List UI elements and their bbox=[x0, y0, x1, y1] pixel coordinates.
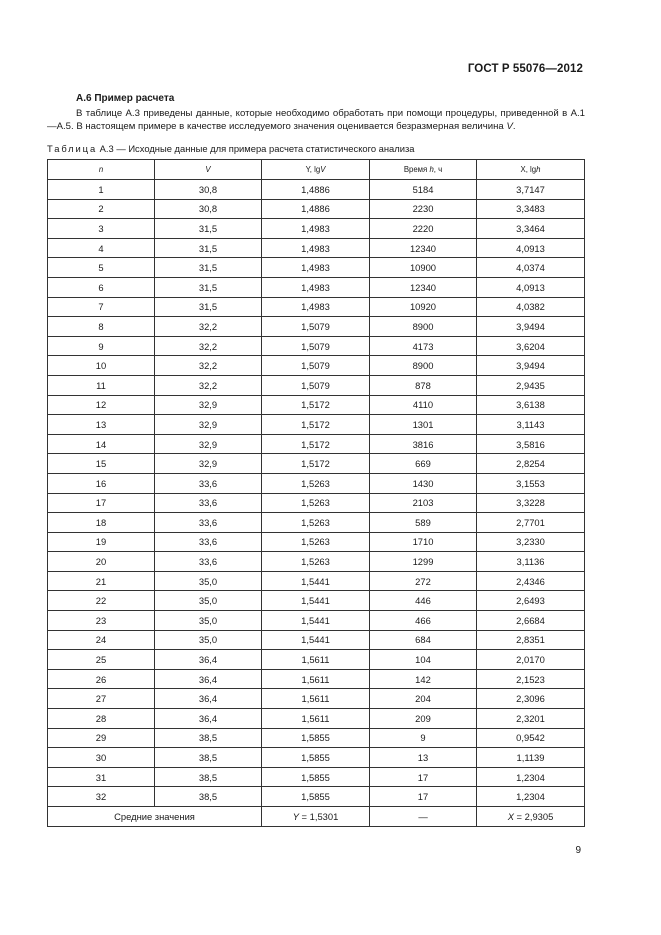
cell-y: 1,5263 bbox=[262, 493, 370, 513]
cell-time: 669 bbox=[370, 454, 477, 474]
cell-time: 5184 bbox=[370, 180, 477, 200]
cell-time: 2220 bbox=[370, 219, 477, 239]
header-time-prefix: Время bbox=[403, 165, 430, 174]
table-row bbox=[48, 356, 585, 376]
table-row bbox=[48, 709, 585, 729]
cell-n: 8 bbox=[48, 317, 155, 337]
cell-time: 466 bbox=[370, 611, 477, 631]
cell-v: 31,5 bbox=[155, 238, 262, 258]
cell-v: 33,6 bbox=[155, 552, 262, 572]
cell-y: 1,5611 bbox=[262, 650, 370, 670]
table-row bbox=[48, 513, 585, 533]
table-row bbox=[48, 238, 585, 258]
table-row bbox=[48, 180, 585, 200]
cell-v: 31,5 bbox=[155, 277, 262, 297]
section-paragraph bbox=[47, 107, 585, 133]
cell-y: 1,5079 bbox=[262, 336, 370, 356]
cell-n: 28 bbox=[48, 709, 155, 729]
page-number: 9 bbox=[575, 845, 581, 856]
cell-n: 13 bbox=[48, 415, 155, 435]
cell-v: 33,6 bbox=[155, 473, 262, 493]
cell-time: 4173 bbox=[370, 336, 477, 356]
cell-v: 36,4 bbox=[155, 650, 262, 670]
cell-y: 1,5855 bbox=[262, 767, 370, 787]
cell-x: 3,1553 bbox=[477, 473, 585, 493]
data-table bbox=[47, 159, 585, 827]
cell-y: 1,5079 bbox=[262, 375, 370, 395]
table-row bbox=[48, 532, 585, 552]
cell-v: 36,4 bbox=[155, 709, 262, 729]
cell-time: 209 bbox=[370, 709, 477, 729]
table-row bbox=[48, 767, 585, 787]
cell-x: 0,9542 bbox=[477, 728, 585, 748]
cell-n: 23 bbox=[48, 611, 155, 631]
cell-v: 38,5 bbox=[155, 748, 262, 768]
header-v-label: V bbox=[205, 165, 211, 174]
cell-y: 1,5172 bbox=[262, 434, 370, 454]
table-row bbox=[48, 552, 585, 572]
cell-time: 9 bbox=[370, 728, 477, 748]
footer-label: Средние значения bbox=[48, 807, 262, 827]
cell-x: 2,8351 bbox=[477, 630, 585, 650]
table-caption-word: Таблица bbox=[47, 143, 98, 154]
cell-n: 15 bbox=[48, 454, 155, 474]
cell-n: 16 bbox=[48, 473, 155, 493]
table-row bbox=[48, 395, 585, 415]
cell-v: 32,2 bbox=[155, 336, 262, 356]
cell-x: 3,6204 bbox=[477, 336, 585, 356]
header-x bbox=[477, 160, 585, 180]
cell-v: 33,6 bbox=[155, 493, 262, 513]
cell-v: 30,8 bbox=[155, 180, 262, 200]
cell-time: 10920 bbox=[370, 297, 477, 317]
table-row bbox=[48, 336, 585, 356]
cell-time: 4110 bbox=[370, 395, 477, 415]
cell-v: 32,9 bbox=[155, 454, 262, 474]
cell-n: 3 bbox=[48, 219, 155, 239]
cell-n: 29 bbox=[48, 728, 155, 748]
cell-n: 24 bbox=[48, 630, 155, 650]
cell-y: 1,5263 bbox=[262, 532, 370, 552]
cell-y: 1,5441 bbox=[262, 630, 370, 650]
cell-v: 33,6 bbox=[155, 532, 262, 552]
cell-x: 2,6684 bbox=[477, 611, 585, 631]
table-row bbox=[48, 689, 585, 709]
cell-x: 3,9494 bbox=[477, 356, 585, 376]
cell-time: 1301 bbox=[370, 415, 477, 435]
table-row bbox=[48, 258, 585, 278]
cell-y: 1,5172 bbox=[262, 395, 370, 415]
table-row bbox=[48, 297, 585, 317]
cell-v: 32,2 bbox=[155, 375, 262, 395]
cell-x: 2,3096 bbox=[477, 689, 585, 709]
paragraph-end: . bbox=[512, 121, 516, 133]
table-row bbox=[48, 650, 585, 670]
cell-n: 2 bbox=[48, 199, 155, 219]
cell-v: 35,0 bbox=[155, 571, 262, 591]
cell-x: 3,6138 bbox=[477, 395, 585, 415]
footer-time: — bbox=[370, 807, 477, 827]
table-row bbox=[48, 434, 585, 454]
cell-y: 1,5855 bbox=[262, 728, 370, 748]
cell-n: 27 bbox=[48, 689, 155, 709]
cell-n: 6 bbox=[48, 277, 155, 297]
cell-x: 3,7147 bbox=[477, 180, 585, 200]
cell-n: 31 bbox=[48, 767, 155, 787]
table-row bbox=[48, 219, 585, 239]
cell-time: 12340 bbox=[370, 238, 477, 258]
cell-time: 446 bbox=[370, 591, 477, 611]
cell-x: 3,3228 bbox=[477, 493, 585, 513]
cell-x: 2,0170 bbox=[477, 650, 585, 670]
cell-time: 1299 bbox=[370, 552, 477, 572]
cell-n: 4 bbox=[48, 238, 155, 258]
footer-y-mean bbox=[262, 807, 370, 827]
table-row bbox=[48, 199, 585, 219]
cell-time: 8900 bbox=[370, 356, 477, 376]
cell-x: 2,8254 bbox=[477, 454, 585, 474]
header-time bbox=[370, 160, 477, 180]
cell-x: 4,0374 bbox=[477, 258, 585, 278]
cell-y: 1,4983 bbox=[262, 277, 370, 297]
cell-n: 25 bbox=[48, 650, 155, 670]
cell-time: 17 bbox=[370, 787, 477, 807]
cell-n: 22 bbox=[48, 591, 155, 611]
cell-n: 14 bbox=[48, 434, 155, 454]
cell-y: 1,5079 bbox=[262, 356, 370, 376]
cell-y: 1,4983 bbox=[262, 219, 370, 239]
cell-x: 3,1143 bbox=[477, 415, 585, 435]
cell-v: 31,5 bbox=[155, 297, 262, 317]
cell-time: 204 bbox=[370, 689, 477, 709]
document-code: ГОСТ Р 55076—2012 bbox=[467, 63, 583, 75]
cell-y: 1,5263 bbox=[262, 552, 370, 572]
cell-x: 2,4346 bbox=[477, 571, 585, 591]
cell-n: 32 bbox=[48, 787, 155, 807]
cell-time: 17 bbox=[370, 767, 477, 787]
footer-y-value: = 1,5301 bbox=[298, 810, 339, 822]
table-row bbox=[48, 375, 585, 395]
cell-v: 35,0 bbox=[155, 591, 262, 611]
cell-y: 1,5611 bbox=[262, 669, 370, 689]
footer-x-mean bbox=[477, 807, 585, 827]
cell-time: 13 bbox=[370, 748, 477, 768]
cell-time: 1710 bbox=[370, 532, 477, 552]
cell-y: 1,4983 bbox=[262, 297, 370, 317]
table-row bbox=[48, 630, 585, 650]
cell-v: 31,5 bbox=[155, 219, 262, 239]
cell-y: 1,5441 bbox=[262, 571, 370, 591]
header-x-variable: h bbox=[536, 165, 541, 174]
table-row bbox=[48, 748, 585, 768]
cell-time: 10900 bbox=[370, 258, 477, 278]
footer-x-variable: X bbox=[507, 810, 514, 822]
cell-x: 3,9494 bbox=[477, 317, 585, 337]
cell-v: 30,8 bbox=[155, 199, 262, 219]
table-row bbox=[48, 591, 585, 611]
cell-n: 19 bbox=[48, 532, 155, 552]
cell-x: 2,1523 bbox=[477, 669, 585, 689]
cell-y: 1,5079 bbox=[262, 317, 370, 337]
cell-n: 17 bbox=[48, 493, 155, 513]
paragraph-variable: V bbox=[506, 121, 513, 133]
cell-y: 1,4983 bbox=[262, 238, 370, 258]
cell-n: 11 bbox=[48, 375, 155, 395]
cell-n: 5 bbox=[48, 258, 155, 278]
table-row bbox=[48, 728, 585, 748]
cell-v: 38,5 bbox=[155, 787, 262, 807]
table-row bbox=[48, 611, 585, 631]
cell-x: 1,2304 bbox=[477, 787, 585, 807]
cell-y: 1,5172 bbox=[262, 415, 370, 435]
header-time-suffix: , ч bbox=[433, 165, 443, 174]
cell-v: 35,0 bbox=[155, 611, 262, 631]
header-n bbox=[48, 160, 155, 180]
cell-x: 4,0382 bbox=[477, 297, 585, 317]
header-n-label: n bbox=[98, 165, 104, 174]
table-header-row bbox=[48, 160, 585, 180]
cell-n: 7 bbox=[48, 297, 155, 317]
cell-v: 38,5 bbox=[155, 728, 262, 748]
section-title: А.6 Пример расчета bbox=[76, 93, 175, 104]
cell-y: 1,5855 bbox=[262, 748, 370, 768]
table-caption bbox=[47, 143, 414, 154]
cell-y: 1,5263 bbox=[262, 473, 370, 493]
cell-y: 1,5611 bbox=[262, 709, 370, 729]
cell-n: 20 bbox=[48, 552, 155, 572]
cell-y: 1,5441 bbox=[262, 591, 370, 611]
table-row bbox=[48, 493, 585, 513]
cell-time: 142 bbox=[370, 669, 477, 689]
table-row bbox=[48, 787, 585, 807]
cell-y: 1,5855 bbox=[262, 787, 370, 807]
cell-time: 1430 bbox=[370, 473, 477, 493]
cell-time: 8900 bbox=[370, 317, 477, 337]
cell-y: 1,5172 bbox=[262, 454, 370, 474]
cell-n: 10 bbox=[48, 356, 155, 376]
table-row bbox=[48, 571, 585, 591]
cell-n: 12 bbox=[48, 395, 155, 415]
cell-x: 3,3483 bbox=[477, 199, 585, 219]
header-y bbox=[262, 160, 370, 180]
cell-v: 32,9 bbox=[155, 415, 262, 435]
cell-v: 32,2 bbox=[155, 317, 262, 337]
cell-n: 9 bbox=[48, 336, 155, 356]
cell-x: 2,3201 bbox=[477, 709, 585, 729]
footer-x-value: = 2,9305 bbox=[513, 810, 554, 822]
footer-y-variable: Y bbox=[292, 810, 299, 822]
cell-x: 2,9435 bbox=[477, 375, 585, 395]
table-body bbox=[48, 180, 585, 807]
cell-n: 26 bbox=[48, 669, 155, 689]
cell-x: 2,7701 bbox=[477, 513, 585, 533]
cell-time: 2103 bbox=[370, 493, 477, 513]
cell-x: 2,6493 bbox=[477, 591, 585, 611]
cell-x: 3,2330 bbox=[477, 532, 585, 552]
table-footer-row bbox=[48, 807, 585, 827]
cell-y: 1,5263 bbox=[262, 513, 370, 533]
cell-n: 30 bbox=[48, 748, 155, 768]
table-row bbox=[48, 473, 585, 493]
cell-v: 32,9 bbox=[155, 434, 262, 454]
cell-x: 4,0913 bbox=[477, 238, 585, 258]
header-time-variable: h bbox=[429, 165, 434, 174]
table-row bbox=[48, 669, 585, 689]
cell-time: 589 bbox=[370, 513, 477, 533]
cell-time: 3816 bbox=[370, 434, 477, 454]
table-row bbox=[48, 277, 585, 297]
header-y-variable: V bbox=[320, 165, 326, 174]
cell-x: 4,0913 bbox=[477, 277, 585, 297]
table-row bbox=[48, 415, 585, 435]
cell-y: 1,5441 bbox=[262, 611, 370, 631]
cell-n: 1 bbox=[48, 180, 155, 200]
cell-v: 31,5 bbox=[155, 258, 262, 278]
cell-v: 33,6 bbox=[155, 513, 262, 533]
cell-v: 38,5 bbox=[155, 767, 262, 787]
cell-v: 32,9 bbox=[155, 395, 262, 415]
cell-y: 1,4983 bbox=[262, 258, 370, 278]
cell-time: 878 bbox=[370, 375, 477, 395]
cell-x: 3,3464 bbox=[477, 219, 585, 239]
table-caption-text: А.3 — Исходные данные для примера расчета статистического анализа bbox=[97, 143, 415, 154]
table-row bbox=[48, 454, 585, 474]
cell-x: 3,1136 bbox=[477, 552, 585, 572]
cell-y: 1,5611 bbox=[262, 689, 370, 709]
paragraph-text: В таблице А.3 приведены данные, которые необходимо обработать при помощи процедуры, приведенной в А.1—А.5. В настоящем примере в качестве исследуемого значения оценивается безразмерная величина bbox=[47, 108, 585, 133]
cell-time: 12340 bbox=[370, 277, 477, 297]
cell-y: 1,4886 bbox=[262, 180, 370, 200]
cell-time: 2230 bbox=[370, 199, 477, 219]
cell-x: 1,1139 bbox=[477, 748, 585, 768]
table-row bbox=[48, 317, 585, 337]
cell-n: 21 bbox=[48, 571, 155, 591]
header-y-prefix: Y, lg bbox=[305, 165, 321, 174]
cell-time: 272 bbox=[370, 571, 477, 591]
cell-x: 3,5816 bbox=[477, 434, 585, 454]
cell-n: 18 bbox=[48, 513, 155, 533]
cell-time: 684 bbox=[370, 630, 477, 650]
cell-v: 35,0 bbox=[155, 630, 262, 650]
cell-v: 32,2 bbox=[155, 356, 262, 376]
cell-time: 104 bbox=[370, 650, 477, 670]
cell-v: 36,4 bbox=[155, 669, 262, 689]
cell-v: 36,4 bbox=[155, 689, 262, 709]
header-v bbox=[155, 160, 262, 180]
cell-x: 1,2304 bbox=[477, 767, 585, 787]
cell-y: 1,4886 bbox=[262, 199, 370, 219]
header-x-prefix: X, lg bbox=[520, 165, 537, 174]
